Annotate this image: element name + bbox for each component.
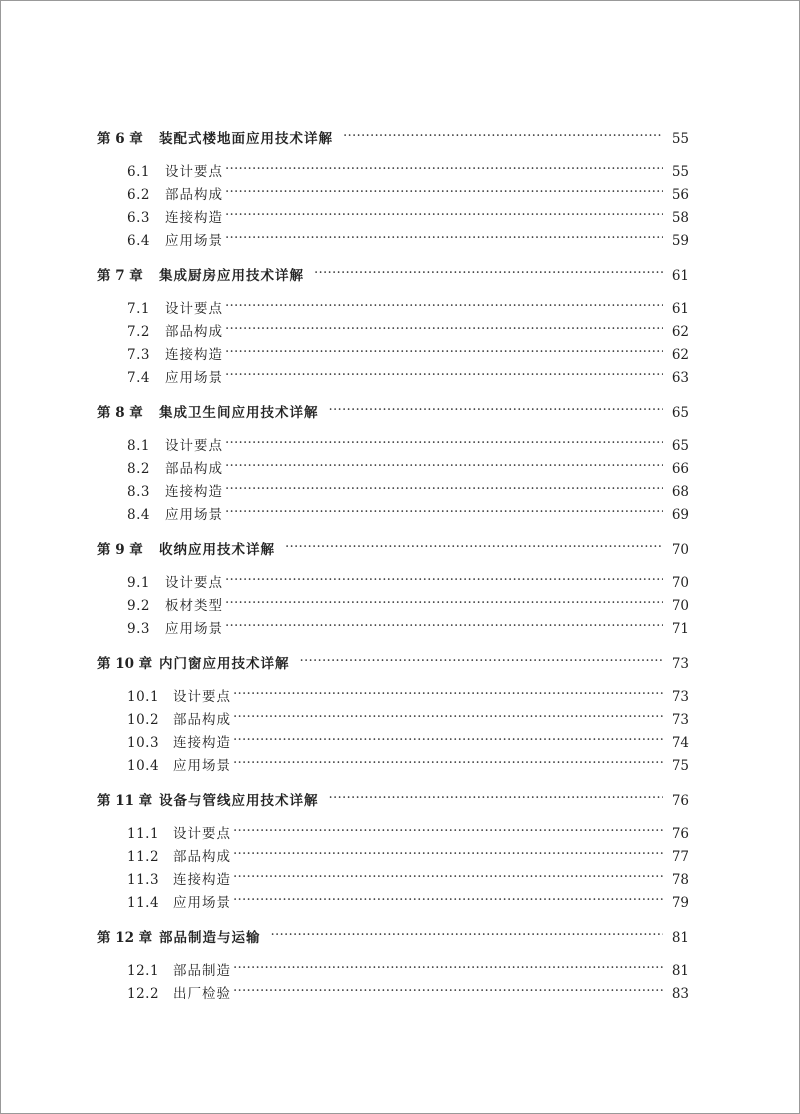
- section-page-number: 70: [671, 575, 689, 591]
- section-title: 出厂检验: [173, 986, 231, 1002]
- section-entry[interactable]: [97, 618, 689, 641]
- section-page-number: 62: [671, 347, 689, 363]
- chapter-number: 第 8 章: [97, 405, 143, 421]
- chapter-page-number: 70: [671, 542, 689, 558]
- dot-leader: [233, 820, 663, 843]
- chapter-heading[interactable]: [97, 127, 689, 151]
- chapter-title: 集成厨房应用技术详解: [159, 268, 304, 284]
- section-page-number: 55: [671, 164, 689, 180]
- dot-leader: [233, 980, 663, 1003]
- section-number: 10.3: [127, 735, 160, 751]
- section-title: 部品构成: [165, 187, 223, 203]
- section-page-number: 73: [671, 712, 689, 728]
- chapter-heading[interactable]: [97, 652, 689, 676]
- dot-leader: [233, 683, 663, 706]
- table-of-contents: [97, 127, 689, 1017]
- section-title: 部品制造: [173, 963, 231, 979]
- section-entry[interactable]: [97, 367, 689, 390]
- section-number: 8.4: [127, 507, 150, 523]
- chapter-page-number: 81: [671, 930, 689, 946]
- chapter-page-number: 61: [671, 268, 689, 284]
- section-page-number: 70: [671, 598, 689, 614]
- chapter-heading[interactable]: [97, 538, 689, 562]
- section-number: 12.2: [127, 986, 160, 1002]
- dot-leader: [233, 889, 663, 912]
- chapter-title: 集成卫生间应用技术详解: [159, 405, 319, 421]
- section-title: 设计要点: [165, 575, 223, 591]
- section-number: 9.2: [127, 598, 150, 614]
- section-page-number: 66: [671, 461, 689, 477]
- dot-leader: [225, 455, 663, 478]
- dot-leader: [225, 318, 663, 341]
- section-title: 部品构成: [165, 324, 223, 340]
- section-page-number: 65: [671, 438, 689, 454]
- chapter-heading[interactable]: [97, 789, 689, 813]
- section-page-number: 68: [671, 484, 689, 500]
- chapter-entry: [97, 538, 689, 641]
- section-page-number: 77: [671, 849, 689, 865]
- section-title: 应用场景: [165, 507, 223, 523]
- section-page-number: 59: [671, 233, 689, 249]
- chapter-entry: [97, 401, 689, 527]
- section-page-number: 78: [671, 872, 689, 888]
- section-list: [97, 960, 689, 1006]
- section-number: 10.2: [127, 712, 160, 728]
- section-page-number: 56: [671, 187, 689, 203]
- section-title: 部品构成: [173, 849, 231, 865]
- section-page-number: 74: [671, 735, 689, 751]
- chapter-entry: [97, 652, 689, 778]
- chapter-title: 部品制造与运输: [159, 930, 261, 946]
- chapter-number: 第 7 章: [97, 268, 143, 284]
- section-number: 8.3: [127, 484, 150, 500]
- section-number: 9.3: [127, 621, 150, 637]
- chapter-number: 第 12 章: [97, 930, 153, 946]
- dot-leader: [233, 866, 663, 889]
- section-number: 11.1: [127, 826, 160, 842]
- section-list: [97, 161, 689, 253]
- section-number: 7.1: [127, 301, 150, 317]
- dot-leader: [225, 501, 663, 524]
- chapter-entry: [97, 127, 689, 253]
- dot-leader: [329, 398, 664, 422]
- section-title: 连接构造: [165, 210, 223, 226]
- section-title: 应用场景: [165, 621, 223, 637]
- dot-leader: [314, 261, 663, 285]
- section-page-number: 83: [671, 986, 689, 1002]
- section-entry[interactable]: [97, 755, 689, 778]
- section-number: 12.1: [127, 963, 160, 979]
- section-title: 设计要点: [165, 438, 223, 454]
- dot-leader: [225, 181, 663, 204]
- dot-leader: [233, 729, 663, 752]
- section-list: [97, 823, 689, 915]
- section-title: 应用场景: [165, 370, 223, 386]
- section-number: 6.3: [127, 210, 150, 226]
- chapter-title: 内门窗应用技术详解: [159, 656, 290, 672]
- section-list: [97, 435, 689, 527]
- section-page-number: 73: [671, 689, 689, 705]
- dot-leader: [271, 923, 664, 947]
- section-number: 8.2: [127, 461, 150, 477]
- chapter-page-number: 55: [671, 131, 689, 147]
- section-page-number: 62: [671, 324, 689, 340]
- dot-leader: [225, 432, 663, 455]
- chapter-heading[interactable]: [97, 401, 689, 425]
- dot-leader: [343, 124, 663, 148]
- dot-leader: [225, 295, 663, 318]
- chapter-title: 设备与管线应用技术详解: [159, 793, 319, 809]
- dot-leader: [285, 535, 663, 559]
- dot-leader: [225, 592, 663, 615]
- chapter-number: 第 10 章: [97, 656, 153, 672]
- section-number: 7.4: [127, 370, 150, 386]
- section-number: 6.1: [127, 164, 150, 180]
- section-title: 连接构造: [165, 347, 223, 363]
- dot-leader: [225, 569, 663, 592]
- dot-leader: [233, 957, 663, 980]
- section-title: 应用场景: [173, 895, 231, 911]
- section-title: 设计要点: [165, 164, 223, 180]
- section-title: 连接构造: [173, 872, 231, 888]
- dot-leader: [225, 615, 663, 638]
- section-title: 设计要点: [165, 301, 223, 317]
- section-number: 10.1: [127, 689, 160, 705]
- section-number: 6.4: [127, 233, 150, 249]
- section-page-number: 69: [671, 507, 689, 523]
- chapter-number: 第 6 章: [97, 131, 143, 147]
- chapter-entry: [97, 264, 689, 390]
- section-title: 应用场景: [165, 233, 223, 249]
- dot-leader: [225, 341, 663, 364]
- chapter-heading[interactable]: [97, 926, 689, 950]
- section-entry[interactable]: [97, 983, 689, 1006]
- dot-leader: [233, 752, 663, 775]
- chapter-title: 收纳应用技术详解: [159, 542, 275, 558]
- chapter-number: 第 11 章: [97, 793, 153, 809]
- chapter-page-number: 76: [671, 793, 689, 809]
- chapter-page-number: 73: [671, 656, 689, 672]
- section-number: 11.4: [127, 895, 160, 911]
- section-number: 7.3: [127, 347, 150, 363]
- section-entry[interactable]: [97, 892, 689, 915]
- section-number: 11.3: [127, 872, 160, 888]
- chapter-number: 第 9 章: [97, 542, 143, 558]
- section-number: 6.2: [127, 187, 150, 203]
- section-page-number: 75: [671, 758, 689, 774]
- section-title: 应用场景: [173, 758, 231, 774]
- chapter-title: 装配式楼地面应用技术详解: [159, 131, 333, 147]
- dot-leader: [329, 786, 664, 810]
- dot-leader: [225, 227, 663, 250]
- section-list: [97, 298, 689, 390]
- section-page-number: 58: [671, 210, 689, 226]
- dot-leader: [225, 204, 663, 227]
- section-page-number: 76: [671, 826, 689, 842]
- dot-leader: [233, 843, 663, 866]
- section-entry[interactable]: [97, 230, 689, 253]
- section-title: 设计要点: [173, 689, 231, 705]
- section-page-number: 81: [671, 963, 689, 979]
- section-title: 连接构造: [173, 735, 231, 751]
- section-title: 部品构成: [173, 712, 231, 728]
- dot-leader: [225, 478, 663, 501]
- chapter-page-number: 65: [671, 405, 689, 421]
- chapter-entry: [97, 789, 689, 915]
- dot-leader: [225, 158, 663, 181]
- dot-leader: [233, 706, 663, 729]
- section-list: [97, 686, 689, 778]
- section-number: 9.1: [127, 575, 150, 591]
- section-list: [97, 572, 689, 641]
- section-number: 11.2: [127, 849, 160, 865]
- section-title: 板材类型: [165, 598, 223, 614]
- section-page-number: 63: [671, 370, 689, 386]
- section-number: 7.2: [127, 324, 150, 340]
- chapter-heading[interactable]: [97, 264, 689, 288]
- chapter-entry: [97, 926, 689, 1006]
- section-number: 10.4: [127, 758, 160, 774]
- section-entry[interactable]: [97, 504, 689, 527]
- section-page-number: 61: [671, 301, 689, 317]
- section-title: 连接构造: [165, 484, 223, 500]
- dot-leader: [225, 364, 663, 387]
- section-page-number: 71: [671, 621, 689, 637]
- section-title: 设计要点: [173, 826, 231, 842]
- section-number: 8.1: [127, 438, 150, 454]
- section-page-number: 79: [671, 895, 689, 911]
- section-title: 部品构成: [165, 461, 223, 477]
- dot-leader: [300, 649, 664, 673]
